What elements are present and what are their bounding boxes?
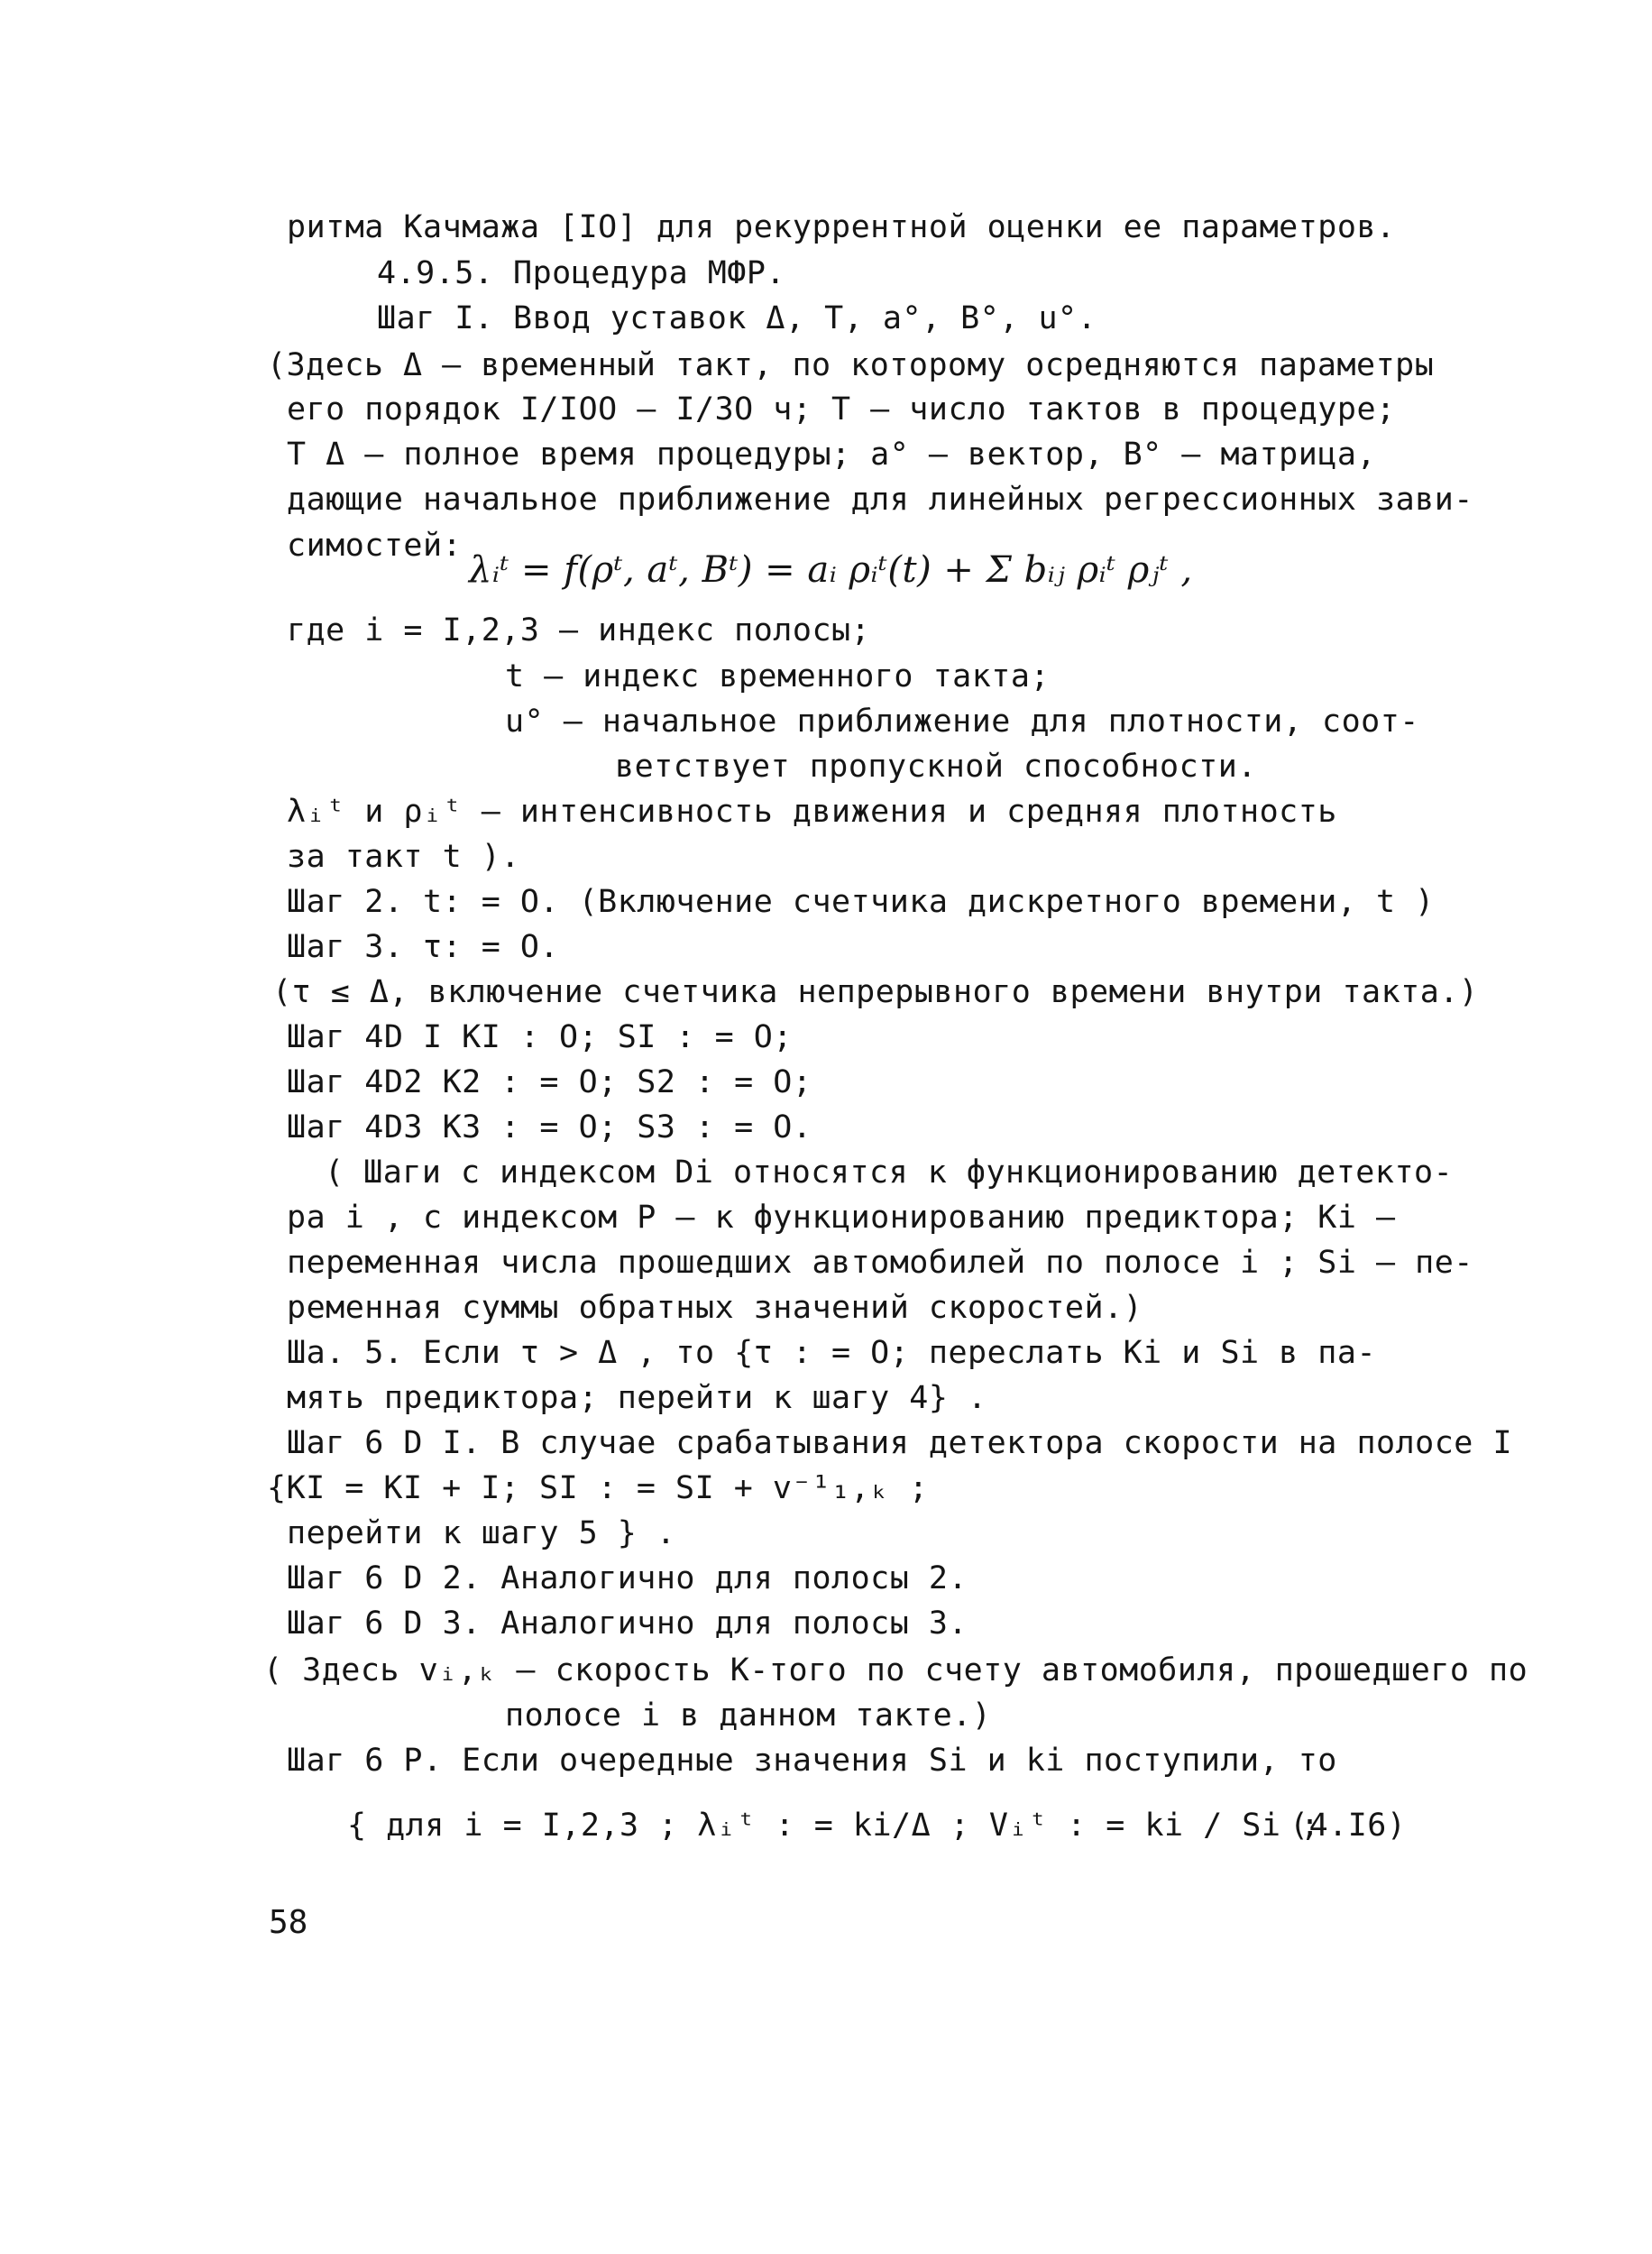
text-line: Шаг 6 D 2. Аналогично для полосы 2. bbox=[287, 1560, 968, 1596]
text-line: мять предиктора; перейти к шагу 4} . bbox=[287, 1380, 987, 1416]
text-line: Шаг 4D I KI : O; SI : = O; bbox=[287, 1019, 793, 1055]
text-line: Шаг 6 D 3. Аналогично для полосы 3. bbox=[287, 1605, 968, 1642]
text-line: перейти к шагу 5 } . bbox=[287, 1515, 676, 1551]
text-line: ветствует пропускной способности. bbox=[615, 749, 1257, 785]
equation-4-16: { для i = I,2,3 ; λᵢᵗ : = ki/Δ ; Vᵢᵗ : = ki / Si ; bbox=[347, 1808, 1320, 1844]
text-line: дающие начальное приближение для линейных регрессионных зави- bbox=[287, 482, 1473, 518]
text-line: полосе i в данном такте.) bbox=[505, 1697, 992, 1734]
text-line: ременная суммы обратных значений скоростей.) bbox=[287, 1290, 1143, 1326]
text-line: u° – начальное приближение для плотности, соот- bbox=[505, 704, 1419, 740]
text-line: (Здесь Δ – временный такт, по которому осредняются параметры bbox=[267, 347, 1435, 383]
text-line: переменная числа прошедших автомобилей по полосе i ; Si – пе- bbox=[287, 1245, 1473, 1281]
text-line: λᵢᵗ и ρᵢᵗ – интенсивность движения и средняя плотность bbox=[287, 794, 1337, 830]
text-line: T Δ – полное время процедуры; a° – вектор, B° – матрица, bbox=[287, 437, 1377, 473]
regression-formula: λᵢᵗ = f(ρᵗ, aᵗ, Bᵗ) = aᵢ ρᵢᵗ(t) + Σ bᵢⱼ ρᵢᵗ ρⱼᵗ , bbox=[469, 549, 1193, 591]
text-line: ритма Качмажа [IO] для рекуррентной оценки ее параметров. bbox=[287, 209, 1396, 245]
section-heading: 4.9.5. Процедура МФР. bbox=[377, 255, 786, 291]
text-line: Ша. 5. Если τ > Δ , то {τ : = O; переслать Ki и Si в па- bbox=[287, 1335, 1377, 1371]
text-line: ( Здесь vᵢ,ₖ – скорость K-того по счету автомобиля, прошедшего по bbox=[263, 1652, 1528, 1688]
text-line: симостей: bbox=[287, 528, 463, 564]
text-line: Шаг 3. τ: = O. bbox=[287, 929, 560, 965]
text-line: его порядок I/IOO – I/3O ч; T – число тактов в процедуре; bbox=[287, 391, 1396, 428]
text-line: (τ ≤ Δ, включение счетчика непрерывного времени внутри такта.) bbox=[272, 974, 1479, 1010]
text-line: Шаг I. Ввод уставок Δ, T, a°, B°, u°. bbox=[377, 300, 1097, 336]
text-line: Шаг 6 P. Если очередные значения Si и ki поступили, то bbox=[287, 1743, 1337, 1779]
text-line: Шаг 2. t: = O. (Включение счетчика дискретного времени, t ) bbox=[287, 884, 1435, 920]
text-line: ра i , с индексом P – к функционированию предиктора; Ki – bbox=[287, 1200, 1396, 1236]
equation-number: (4.I6) bbox=[1289, 1808, 1407, 1844]
text-line: t – индекс временного такта; bbox=[505, 658, 1051, 695]
text-line: {KI = KI + I; SI : = SI + v⁻¹₁,ₖ ; bbox=[267, 1470, 929, 1506]
text-line: Шаг 6 D I. В случае срабатывания детектора скорости на полосе I bbox=[287, 1425, 1513, 1461]
text-line: Шаг 4D3 K3 : = O; S3 : = O. bbox=[287, 1109, 812, 1145]
page-number: 58 bbox=[269, 1904, 308, 1941]
text-line: где i = I,2,3 – индекс полосы; bbox=[287, 612, 871, 649]
text-line: за такт t ). bbox=[287, 839, 520, 875]
text-line: Шаг 4D2 K2 : = O; S2 : = O; bbox=[287, 1064, 812, 1100]
text-line: ( Шаги с индексом Di относятся к функционированию детекто- bbox=[325, 1155, 1454, 1191]
